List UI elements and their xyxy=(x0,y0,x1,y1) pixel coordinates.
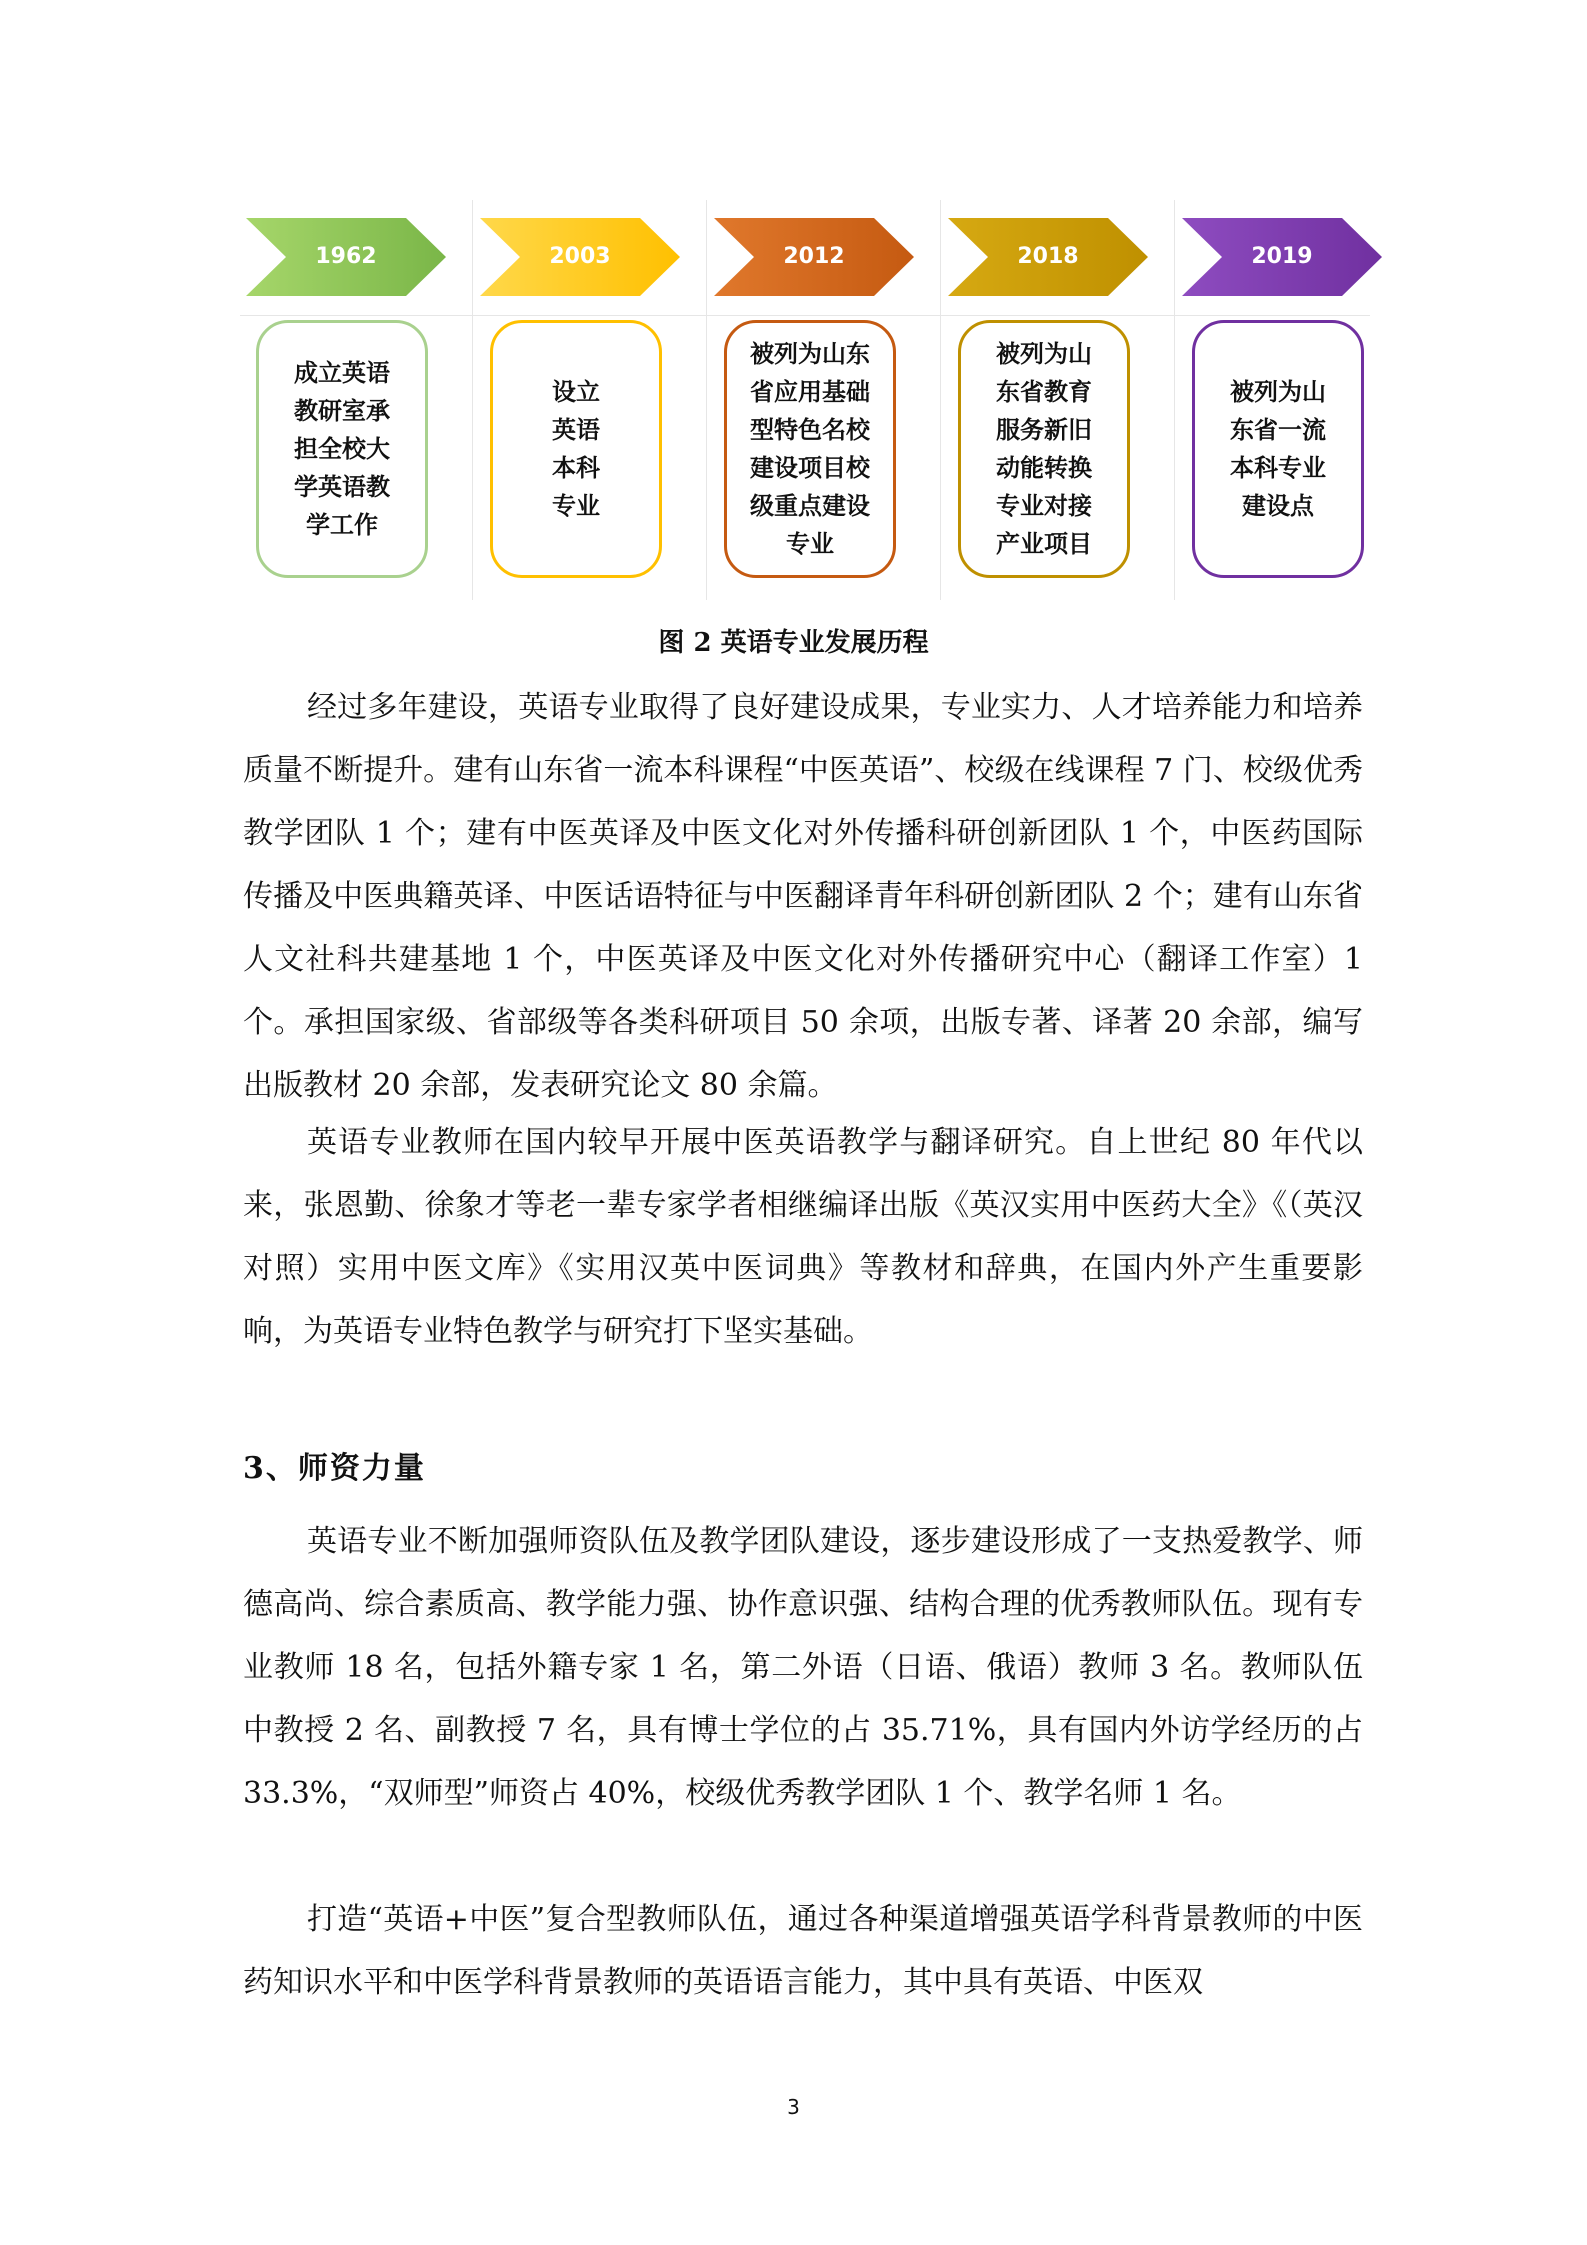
section-paragraph-2: 打造“英语+中医”复合型教师队伍，通过各种渠道增强英语学科背景教师的中医药知识水平和中医学科背景教师的英语语言能力，其中具有英语、中医双 xyxy=(243,1902,1363,2000)
development-timeline xyxy=(240,200,1370,600)
milestone-box xyxy=(256,320,428,578)
milestone-box xyxy=(490,320,662,578)
column-separator xyxy=(472,200,473,600)
milestone-year: 2003 xyxy=(549,244,611,269)
column-separator xyxy=(706,200,707,600)
milestone-year: 1962 xyxy=(315,244,377,269)
milestone-2012 xyxy=(708,200,938,600)
section-heading: 3、师资力量 xyxy=(243,1451,426,1486)
column-separator xyxy=(1174,200,1175,600)
column-separator xyxy=(940,200,941,600)
milestone-2018 xyxy=(942,200,1172,600)
section-paragraph-1: 英语专业不断加强师资队伍及教学团队建设，逐步建设形成了一支热爱教学、师德高尚、综合素质高、教学能力强、协作意识强、结构合理的优秀教师队伍。现有专业教师 18 名，包括外籍专家 1 名，第二外语（日语、俄语）教师 3 名。教师队伍中教授 2 名、副教授 7 名，具有博士学位的占 35.71%，具有国内外访学经历的占 33.3%，“双师型”师资占 40%，校级优秀教学团队 1 个、教学名师 1 名。 xyxy=(243,1524,1363,1811)
milestone-2003 xyxy=(474,200,704,600)
milestone-text: 被列为山东 省应用基础 型特色名校 建设项目校 级重点建设 专业 xyxy=(750,340,870,558)
milestone-year: 2019 xyxy=(1251,244,1313,269)
milestone-box xyxy=(1192,320,1364,578)
figure-caption: 图 2 英语专业发展历程 xyxy=(658,628,929,658)
milestone-box xyxy=(958,320,1130,578)
milestone-year: 2012 xyxy=(783,244,845,269)
milestone-2019 xyxy=(1176,200,1406,600)
milestone-text: 成立英语 教研室承 担全校大 学英语教 学工作 xyxy=(294,359,390,539)
milestone-box xyxy=(724,320,896,578)
milestone-1962 xyxy=(240,200,470,600)
milestone-year: 2018 xyxy=(1017,244,1079,269)
milestone-text: 被列为山 东省一流 本科专业 建设点 xyxy=(1230,378,1326,520)
milestone-text: 被列为山 东省教育 服务新旧 动能转换 专业对接 产业项目 xyxy=(996,340,1092,558)
page-number: 3 xyxy=(787,2095,800,2119)
body-paragraph-1: 经过多年建设，英语专业取得了良好建设成果，专业实力、人才培养能力和培养质量不断提升。建有山东省一流本科课程“中医英语”、校级在线课程 7 门、校级优秀教学团队 1 个；建有中医英译及中医文化对外传播科研创新团队 1 个，中医药国际传播及中医典籍英译、中医话语特征与中医翻译青年科研创新团队 2 个；建有山东省人文社科共建基地 1 个，中医英译及中医文化对外传播研究中心（翻译工作室）1 个。承担国家级、省部级等各类科研项目 50 余项，出版专著、译著 20 余部，编写出版教材 20 余部，发表研究论文 80 余篇。 xyxy=(243,690,1363,1103)
body-paragraph-2: 英语专业教师在国内较早开展中医英语教学与翻译研究。自上世纪 80 年代以来，张恩勤、徐象才等老一辈专家学者相继编译出版《英汉实用中医药大全》《（英汉对照）实用中医文库》《实用汉英中医词典》等教材和辞典，在国内外产生重要影响，为英语专业特色教学与研究打下坚实基础。 xyxy=(243,1125,1363,1349)
milestone-text: 设立 英语 本科 专业 xyxy=(552,378,600,520)
